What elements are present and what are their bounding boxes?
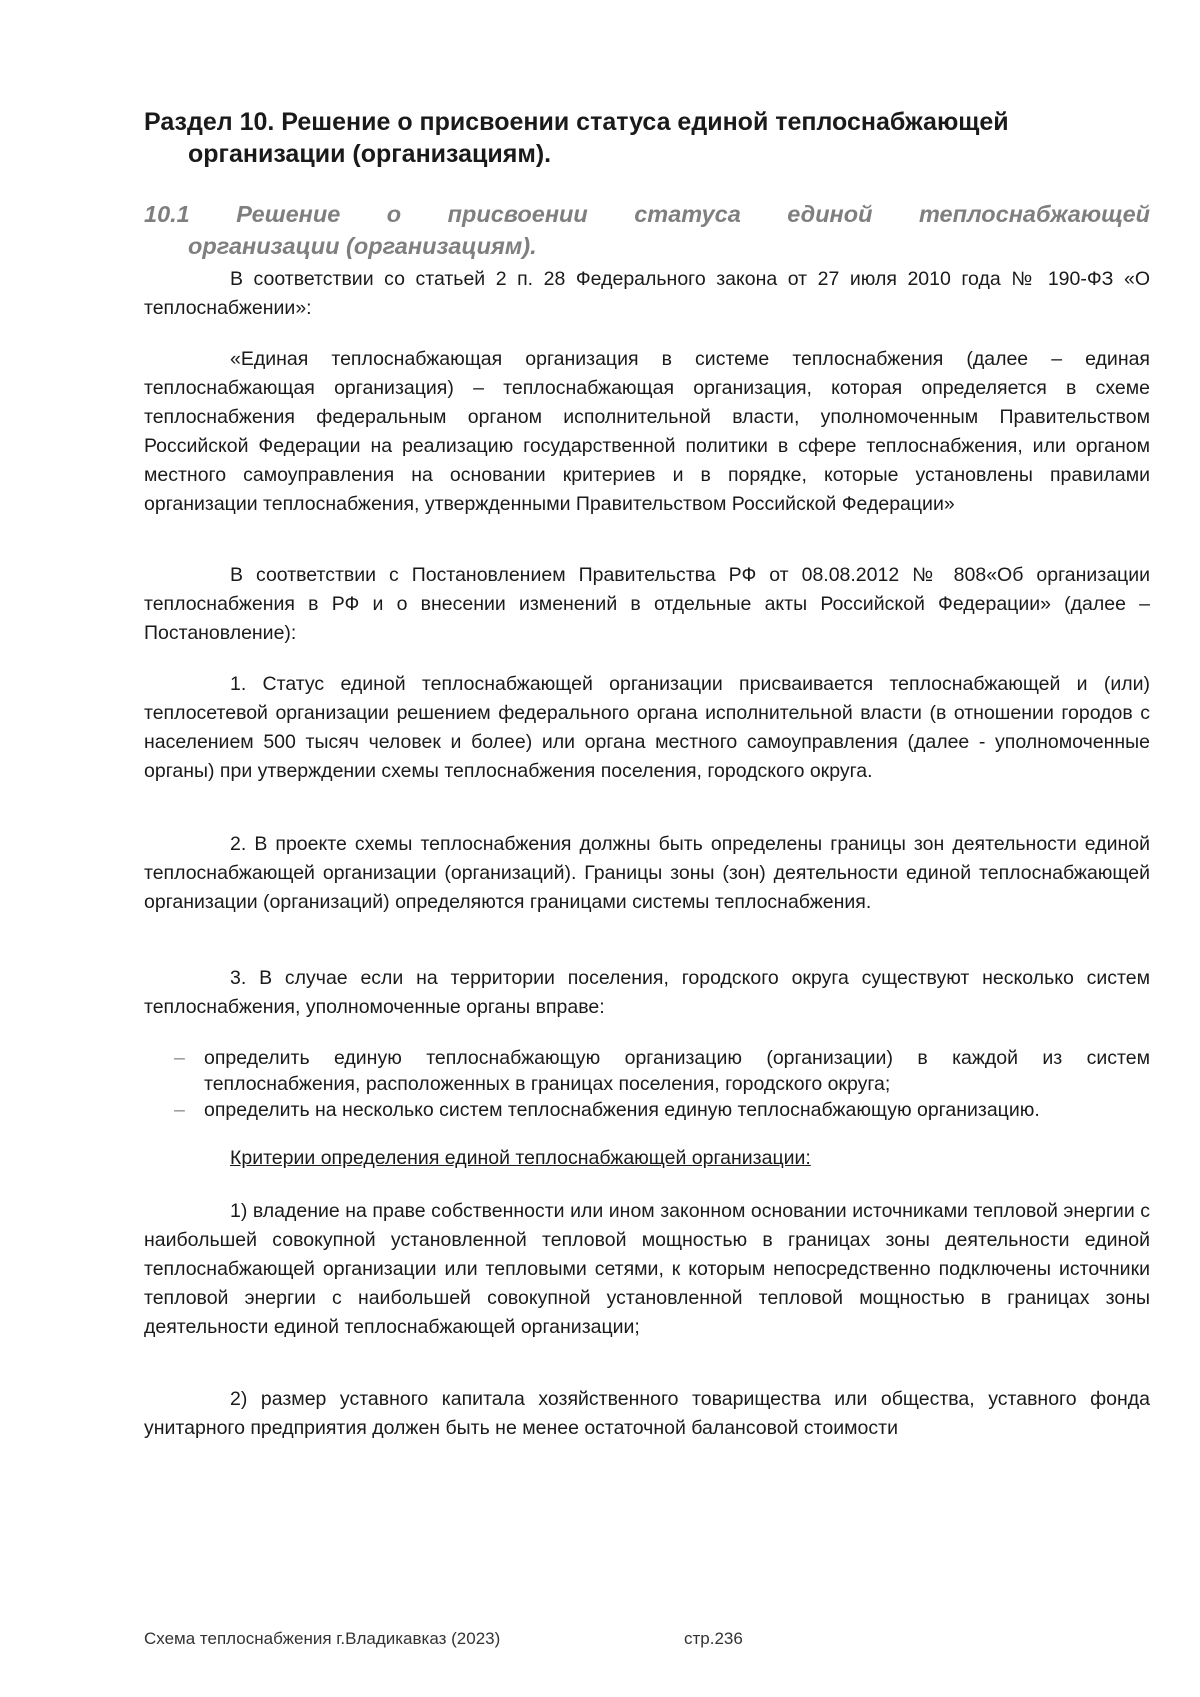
section-title-line2: организации (организациям). [188, 140, 552, 168]
paragraph-quote: «Единая теплоснабжающая организация в системе теплоснабжения (далее – единая теплоснабжающая организация) – теплоснабжающая организация, которая определяется в схеме теплоснабжения федеральным органом исполнительной власти, уполномоченным Правительством Российской Федерации на реализацию государственной политики в сфере теплоснабжения, или органом местного самоуправления на основании критериев и в порядке, которые установлены правилами организации теплоснабжения, утвержденными Правительством Российской Федерации» [144, 348, 1150, 515]
subsection-heading [144, 198, 1150, 262]
paragraph-decree: В соответствии с Постановлением Правительства РФ от 08.08.2012 № 808«Об организации теплоснабжения в РФ и о внесении изменений в отдельные акты Российской Федерации» (далее – Постановление): [144, 564, 1150, 644]
paragraph-intro: В соответствии со статьей 2 п. 28 Федерального закона от 27 июля 2010 года № 190-ФЗ «О теплоснабжении»: [144, 268, 1150, 319]
list-item: – определить на несколько систем теплоснабжения единую теплоснабжающую организацию. [174, 1099, 1040, 1121]
bullet-list [174, 1045, 1150, 1123]
subsection-title-line2: организации (организациям). [188, 233, 537, 259]
document-page [144, 0, 1150, 1697]
footer-page-number: стр.236 [684, 1629, 743, 1648]
paragraph-item-2: 2. В проекте схемы теплоснабжения должны быть определены границы зон деятельности единой теплоснабжающей организации (организаций). Границы зоны (зон) деятельности единой теплоснабжающей организации (организаций) определяются границами системы теплоснабжения. [144, 833, 1150, 913]
section-title-line1: Решение о присвоении статуса единой теплоснабжающей [281, 108, 1009, 136]
paragraph-item-3: 3. В случае если на территории поселения, городского округа существуют несколько систем теплоснабжения, уполномоченные органы вправе: [144, 967, 1150, 1018]
subsection-title-line1: Решение о присвоении статуса единой теплоснабжающей [236, 201, 1150, 227]
paragraph-criterion-2: 2) размер уставного капитала хозяйственного товарищества или общества, уставного фонда унитарного предприятия должен быть не менее остаточной балансовой стоимости [144, 1388, 1150, 1439]
subsection-number: 10.1 [144, 201, 190, 227]
paragraph-criterion-1: 1) владение на праве собственности или ином законном основании источниками тепловой энергии с наибольшей совокупной установленной тепловой мощностью в границах зоны деятельности единой теплоснабжающей организации или тепловыми сетями, к которым непосредственно подключены источники тепловой энергии с наибольшей совокупной установленной тепловой мощностью в границах зоны деятельности единой теплоснабжающей организации; [144, 1200, 1150, 1338]
list-item: – определить единую теплоснабжающую организацию (организации) в каждой из систем теплоснабжения, расположенных в границах поселения, городского округа; [174, 1047, 1150, 1095]
paragraph-item-1: 1. Статус единой теплоснабжающей организации присваивается теплоснабжающей и (или) теплосетевой организации решением федерального органа исполнительной власти (в отношении городов с населением 500 тысяч человек и более) или органа местного самоуправления (далее - уполномоченные органы) при утверждении схемы теплоснабжения поселения, городского округа. [144, 673, 1150, 782]
footer-document-title: Схема теплоснабжения г.Владикавказ (2023) [144, 1629, 501, 1648]
criteria-title: Критерии определения единой теплоснабжающей организации: [230, 1147, 811, 1169]
section-heading [144, 106, 1150, 170]
section-number: Раздел 10. [144, 108, 275, 136]
